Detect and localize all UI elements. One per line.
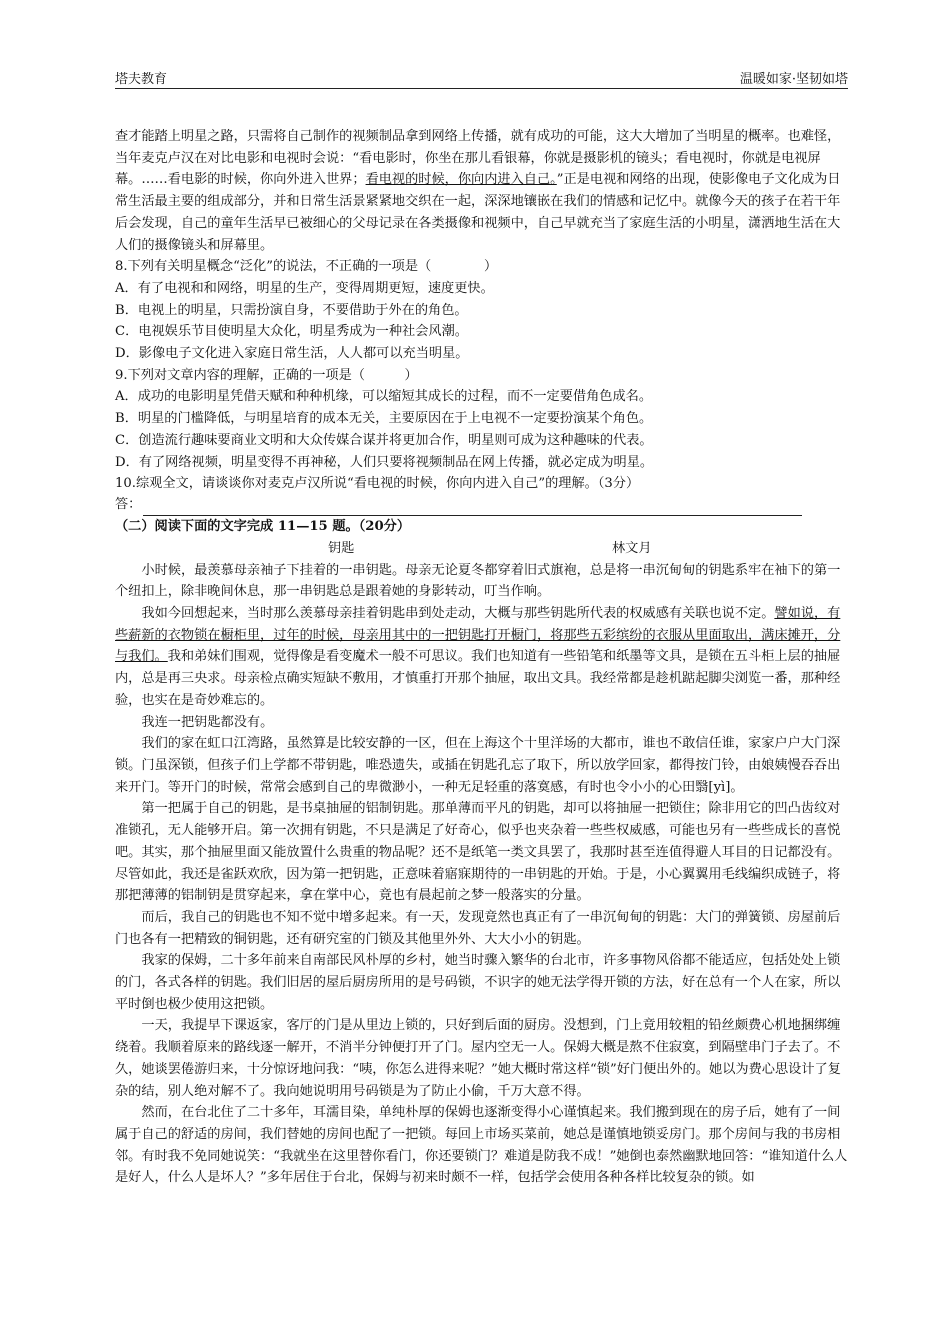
page-header [115,68,848,89]
q10-answer-line[interactable] [115,495,802,516]
q9-stem: 9.下列对文章内容的理解，正确的一项是（ ） [115,367,418,383]
article-paragraph: 而后，我自己的钥匙也不知不觉中增多起来。有一天，发现竟然也真正有了一串沉甸甸的钥匙：大门的弹簧锁、房屋前后门也各有一把精致的铜钥匙，还有研究室的门锁及其他里外外、大大小小的钥匙。 [115,909,841,947]
q9-option-d: D．有了网络视频，明星变得不再神秘，人们只要将视频制品在网上传播，就必定成为明星。 [115,454,654,470]
q8-option-c: C．电视娱乐节目使明星大众化，明星秀成为一种社会风潮。 [115,324,468,340]
article-paragraph: 小时候，最羡慕母亲袖子下挂着的一串钥匙。母亲无论夏冬都穿着旧式旗袍，总是将一串沉甸甸的钥匙系牢在袖下的第一个纽扣上，除非晚间休息，那一串钥匙总是跟着她的身影转动，叮当作响。 [115,562,841,600]
q8-option-a: A．有了电视和和网络，明星的生产，变得周期更短，速度更快。 [115,280,494,296]
article-title: 钥匙 [328,540,355,556]
underlined-quote: 看电视的时候，你向内进入自己。 [365,172,557,188]
article-paragraph: 我们的家在虹口江湾路，虽然算是比较安静的一区，但在上海这个十里洋场的大都市，谁也不敢信任谁，家家户户大门深锁。门虽深锁，但孩子们上学都不带钥匙，唯恐遗失，或插在钥匙孔忘了取下，所以放学回家，都得按门铃，由娘姨慢吞吞出来开门。等开门的时候，常常会感到自己的卑微渺小，一种无足轻重的落寞感，有时也令小小的心田翳[yì]。 [115,736,841,795]
part1-paragraph: 查才能踏上明星之路，只需将自己制作的视频制品拿到网络上传播，就有成功的可能，这大大增加了当明星的概率。也难怪，当年麦克卢汉在对比电影和电视时会说：“看电影时，你坐在那儿看银幕，你就是摄影机的镜头；看电视时，你就是电视屏幕。……看电影的时候，你向外进入世界；看电视的时候，你向内进入自己。”正是电视和网络的出现，使影像电子文化成为日常生活最主要的组成部分，并和日常生活景紧紧地交织在一起，深深地镶嵌在我们的情感和记忆中。就像今天的孩子在若干年后会发现，自己的童年生活早已被细心的父母记录在各类摄像和视频中，自己早就充当了家庭生活的小明星，潇洒地生活在大人们的摄像镜头和屏幕里。 [115,129,841,253]
article-paragraph: 然而，在台北住了二十多年，耳濡目染，单纯朴厚的保姆也逐渐变得小心谨慎起来。我们搬到现在的房子后，她有了一间属于自己的舒适的房间，我们替她的房间也配了一把锁。每回上市场买菜前，她总是谨慎地锁妥房门。那个房间与我的书房相邻。有时我不免同她说笑：“我就坐在这里替你看门，你还要锁门？难道是防我不成！”她倒也泰然幽默地回答：“谁知道什么人是好人，什么人是坏人？”多年居住于台北，保姆与初来时颇不一样，包括学会使用各种各样比较复杂的锁。如 [115,1105,848,1186]
q9-option-b: B．明星的门槛降低，与明星培育的成本无关，主要原因在于上电视不一定要扮演某个角色。 [115,411,653,427]
q9-option-c: C．创造流行趣味要商业文明和大众传媒合谋并将更加合作，明星则可成为这种趣味的代表。 [115,432,653,448]
part2-heading: （二）阅读下面的文字完成 11—15 题。（20分） [115,518,411,534]
article-paragraph: 第一把属于自己的钥匙，是书桌抽屉的铝制钥匙。那单薄而平凡的钥匙，却可以将抽屉一把锁住；除非用它的凹凸齿纹对准锁孔，无人能够开启。第一次拥有钥匙，不只是满足了好奇心，似乎也夹杂着一些些权威感，可能也另有一些些成长的喜悦吧。其实，那个抽屉里面又能放置什么贵重的物品呢？还不是纸笔一类文具罢了，我那时甚至连值得避人耳目的日记都没有。尽管如此，我还是雀跃欢欣，因为第一把钥匙，正意味着寤寐期待的一串钥匙的开始。于是，小心翼翼用毛线编织成链子，将那把薄薄的铝制钥是贯穿起来，拿在掌中心，竟也有晨起前之梦一般落实的分量。 [115,801,841,904]
q10-stem: 10.综观全文，请谈谈你对麦克卢汉所说“看电视的时候，你向内进入自己”的理解。（3分） [115,476,640,492]
underlined-sentence: 譬如说，有些薪新的衣物锁在橱柜里，过年的时候，母亲用其中的一把钥匙打开橱门，将那些五彩缤纷的衣服从里面取出，满床摊开，分与我们。 [115,606,841,665]
article-paragraph: 我如今回想起来，当时那么羡慕母亲挂着钥匙串到处走动，大概与那些钥匙所代表的权威感有关联也说不定。譬如说，有些薪新的衣物锁在橱柜里，过年的时候，母亲用其中的一把钥匙打开橱门，将那些五彩缤纷的衣服从里面取出，满床摊开，分与我们。我和弟妹们围观，觉得像是看变魔术一般不可思议。我们也知道有一些铅笔和纸墨等文具，是锁在五斗柜上层的抽屉内，总是再三央求。母亲检点确实短缺不敷用，才慎重打开那个抽屉，取出文具。我经常都是趁机踮起脚尖浏览一番，那种经验，也实在是奇妙难忘的。 [115,606,841,708]
q8-stem: 8.下列有关明星概念“泛化”的说法，不正确的一项是（ ） [115,259,498,275]
article-paragraph: 一天，我提早下课返家，客厅的门是从里边上锁的，只好到后面的厨房。没想到，门上竟用较粗的铅丝颇费心机地捆绑缠绕着。我顺着原来的路线逐一解开，不消半分钟便打开了门。屋内空无一人。保姆大概是熬不住寂寞，到隔壁串门子去了。不久，她谈罢倦游归来，十分惊讶地问我：“咦，你怎么进得来呢？”她大概时常这样“锁”好门便出外的。她以为费心思设计了复杂的结，别人绝对解不了。我向她说明用号码锁是为了防止小偷，千万大意不得。 [115,1018,841,1099]
header-left-text: 塔夫教育 [115,72,168,87]
header-right-text: 温暖如家·坚韧如塔 [739,72,848,87]
q8-option-b: B．电视上的明星，只需扮演自身，不要借助于外在的角色。 [115,302,468,318]
article-paragraph: 我连一把钥匙都没有。 [141,714,274,730]
article-paragraph: 我家的保姆，二十多年前来自南部民风朴厚的乡村，她当时骤入繁华的台北市，许多事物风俗都不能适应，包括处处上锁的门，各式各样的钥匙。我们旧居的屋后厨房所用的是号码锁，不识字的她无法学得开锁的方法，好在总有一个人在家，所以平时倒也极少使用这把锁。 [115,953,841,1012]
document-body [115,126,850,1189]
q9-option-a: A．成功的电影明星凭借天赋和种种机缘，可以缩短其成长的过程，而不一定要借角色成名。 [115,389,653,405]
q10-answer-label: 答： [115,494,143,516]
q8-option-d: D．影像电子文化进入家庭日常生活，人人都可以充当明星。 [115,346,469,362]
article-title-row [115,538,850,560]
article-author: 林文月 [612,540,652,556]
